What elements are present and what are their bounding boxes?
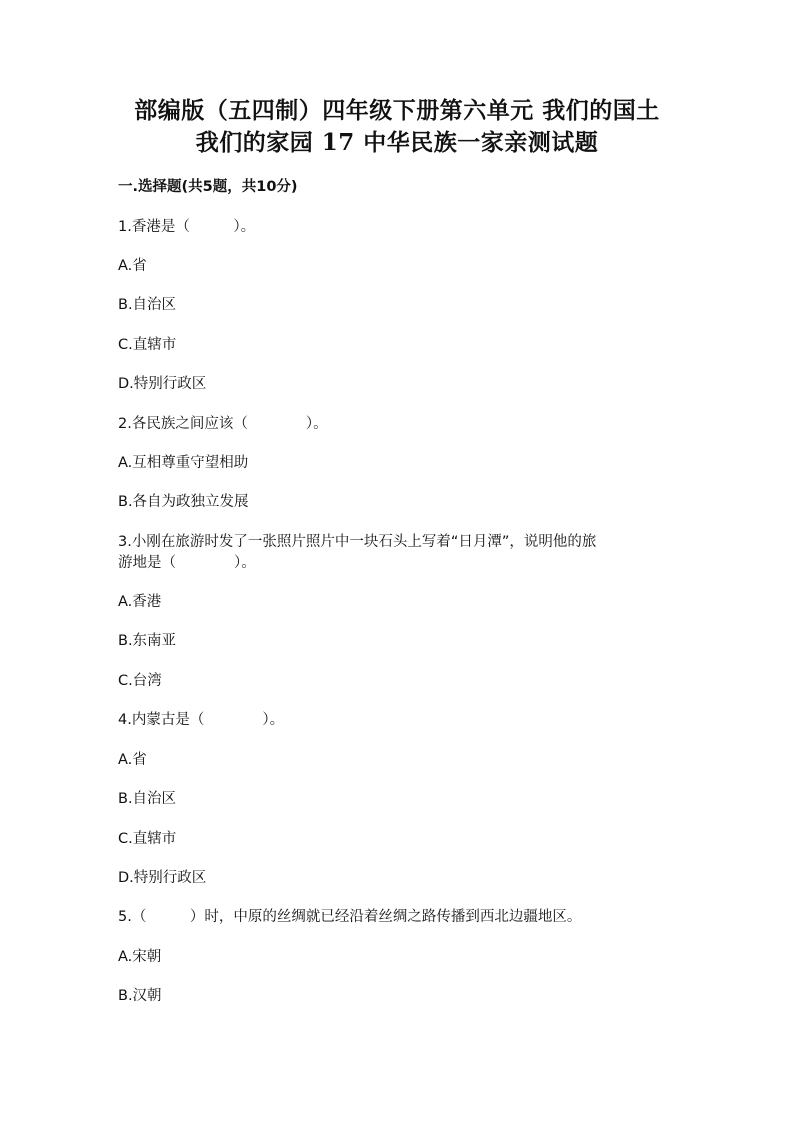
- document-title-line-2: 我们的家园 17 中华民族一家亲测试题: [195, 129, 599, 156]
- question-4-option-b: B.自治区: [118, 791, 177, 807]
- question-1-stem: 1.香港是（ ）。: [118, 219, 256, 235]
- question-1-option-d: D.特别行政区: [118, 376, 207, 392]
- question-5-option-a: A.宋朝: [118, 949, 162, 965]
- question-2-option-b: B.各自为政独立发展: [118, 494, 249, 510]
- question-1-option-b: B.自治区: [118, 297, 177, 313]
- question-3-option-c: C.台湾: [118, 673, 162, 689]
- question-5-stem: 5.（ ）时，中原的丝绸就已经沿着丝绸之路传播到西北边疆地区。: [118, 909, 582, 925]
- question-3-option-b: B.东南亚: [118, 633, 177, 649]
- question-4-option-a: A.省: [118, 752, 147, 768]
- question-1-option-c: C.直辖市: [118, 337, 177, 353]
- question-2-stem: 2.各民族之间应该（ ）。: [118, 416, 328, 432]
- question-4-option-c: C.直辖市: [118, 831, 177, 847]
- question-4-stem: 4.内蒙古是（ ）。: [118, 712, 285, 728]
- question-5-option-b: B.汉朝: [118, 988, 162, 1004]
- document-title-line-1: 部编版（五四制）四年级下册第六单元 我们的国土: [134, 97, 660, 124]
- section-heading: 一.选择题(共5题，共10分): [118, 179, 298, 195]
- question-1-option-a: A.省: [118, 258, 147, 274]
- question-3-stem-line-1: 3.小刚在旅游时发了一张照片照片中一块石头上写着“日月潭”，说明他的旅: [118, 534, 597, 550]
- question-3-option-a: A.香港: [118, 594, 162, 610]
- question-3-stem-line-2: 游地是（ ）。: [118, 555, 256, 571]
- question-4-option-d: D.特别行政区: [118, 870, 207, 886]
- question-2-option-a: A.互相尊重守望相助: [118, 455, 249, 471]
